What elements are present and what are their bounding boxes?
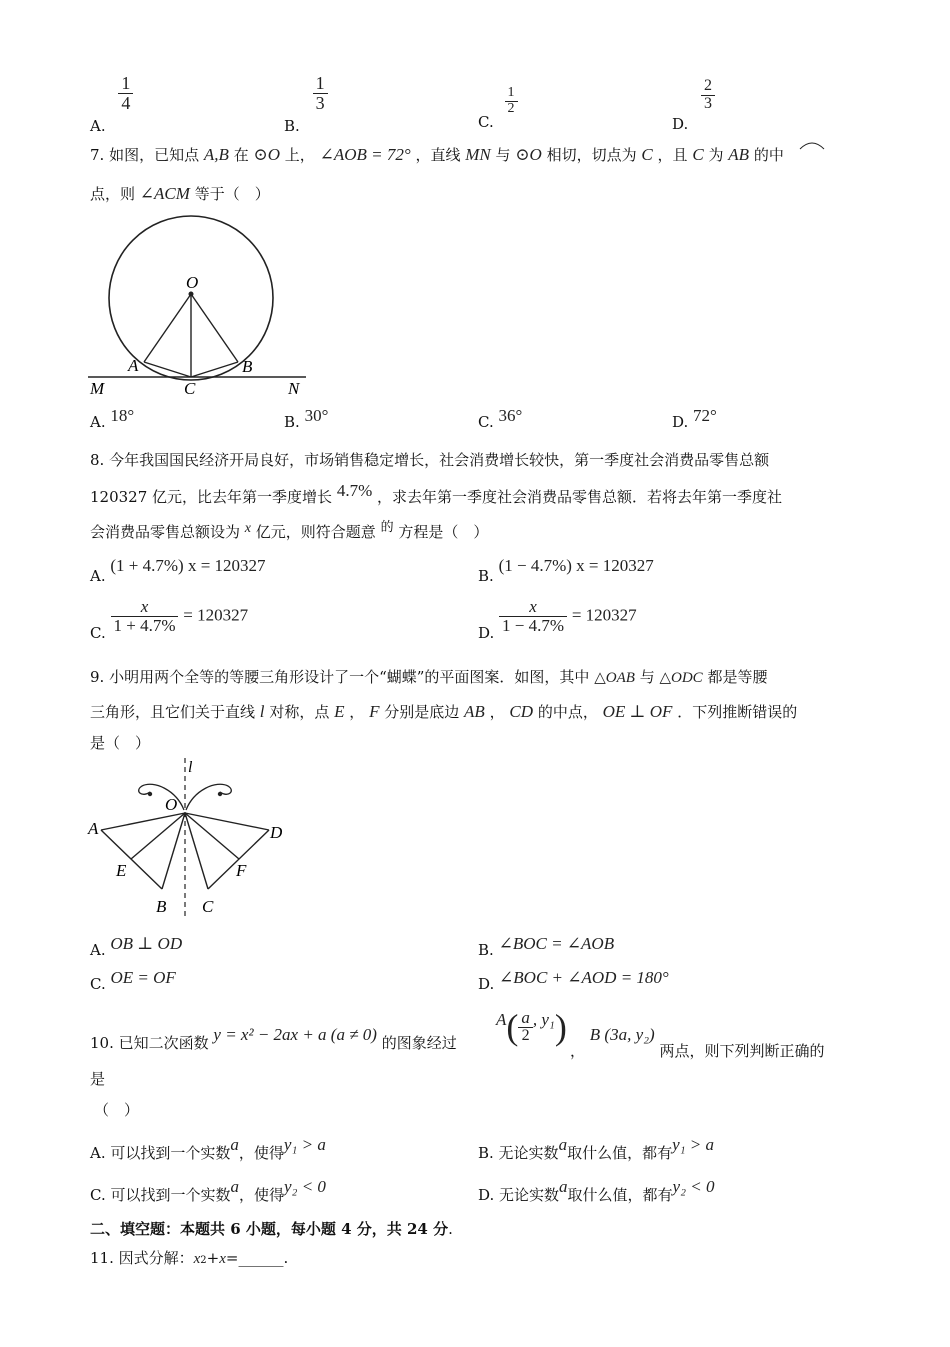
option-label: C. <box>478 113 494 132</box>
segment-oe <box>131 813 185 859</box>
q11-stem: 11. 因式分解：x2+x=______. <box>90 1249 289 1267</box>
q10-stem-line1: 10. 已知二次函数 y = x² − 2ax + a (a ≠ 0) 的图象经过 <box>90 1025 457 1052</box>
label-d: D <box>270 823 283 842</box>
label-b: B <box>156 897 167 916</box>
label-c: C <box>184 379 196 398</box>
arc-mark <box>798 140 826 150</box>
q7-option-d: D. 72° <box>672 406 717 431</box>
q8-option-d: D. $\frac{x}{1 - 4.7\%}$ = 120327 <box>478 597 637 643</box>
label-o: O <box>186 273 199 292</box>
q7-circle-tangent-figure <box>84 214 314 400</box>
antenna-left-dot <box>148 792 152 796</box>
q9-stem-line1: 9. 小明用两个全等的等腰三角形设计了一个“蝴蝶”的平面图案．如图，其中 △OAB 与 △ODC 都是等腰 <box>90 668 768 686</box>
segment-ob <box>162 813 185 889</box>
label-m: M <box>90 379 105 398</box>
q8-option-c: C. $\frac{x}{1 + 4.7\%}$ = 120327 <box>90 597 249 643</box>
q8-option-a: A. (1 + 4.7%) x = 120327 <box>90 556 266 585</box>
q9-option-d: D. ∠BOC + ∠AOD = 180° <box>478 968 669 993</box>
fraction: $\frac{1}{3}$ <box>313 74 328 113</box>
label-e: E <box>116 861 127 880</box>
fraction: $\frac{1}{2}$ <box>505 86 518 116</box>
fraction: $\frac{a}{2}$ <box>518 1009 533 1045</box>
segment-od <box>185 813 269 830</box>
q9-stem-line2: 三角形，且它们关于直线 l 对称，点 E ， F 分别是底边 AB ， CD 的中点， OE ⊥ OF ．下列推断错误的 <box>90 702 798 721</box>
q7-option-b: B. 30° <box>284 406 329 431</box>
q7-stem-line2: 点，则 ∠ACM 等于（ ） <box>90 184 270 203</box>
q8-stem-line2: 120327 亿元，比去年第一季度增长 4.7% ，求去年第一季度社会消费品零售总额．若将去年第一季度社 <box>90 481 783 506</box>
q8-stem-line1: 8. 今年我国国民经济开局良好，市场销售稳定增长，社会消费增长较快，第一季度社会消费品零售总额 <box>90 451 770 469</box>
segment-ob <box>191 294 238 362</box>
label-b: B <box>242 357 253 376</box>
antenna-right-dot <box>218 792 222 796</box>
q10-option-d: D. 无论实数a取什么值，都有y₂ < 0 <box>478 1177 715 1204</box>
label-a: A <box>88 819 99 838</box>
fraction: $\frac{x}{1 + 4.7\%}$ <box>111 598 179 635</box>
option-label: D. <box>672 115 689 134</box>
q9-option-c: C. OE = OF <box>90 968 176 993</box>
q6-option-d <box>672 77 715 134</box>
q10-option-a: A. 可以找到一个实数a，使得y₁ > a <box>90 1135 326 1162</box>
antenna-right <box>186 784 231 810</box>
q6-option-a <box>90 73 133 136</box>
q6-option-b <box>284 73 328 136</box>
q10-point-a: A( $\frac{a}{2}$ , y₁) <box>496 1007 567 1047</box>
q9-stem-line3: 是（ ） <box>90 734 151 752</box>
option-label: B. <box>284 117 300 136</box>
label-l: l <box>188 759 193 776</box>
q10-stem-line2: 是 <box>90 1070 106 1088</box>
q9-butterfly-figure <box>84 758 294 923</box>
label-c: C <box>202 897 214 916</box>
segment-oa <box>101 813 185 830</box>
q8-stem-line3: 会消费品零售总额设为 x 亿元，则符合题意 的 方程是（ ） <box>90 520 489 541</box>
q6-option-c <box>478 85 518 132</box>
q9-option-a: A. OB ⊥ OD <box>90 934 183 959</box>
segment-ab <box>101 830 162 889</box>
q10-option-c: C. 可以找到一个实数a，使得y₂ < 0 <box>90 1177 326 1204</box>
q7-option-a: A. 18° <box>90 406 135 431</box>
label-o: O <box>165 795 178 814</box>
q7-stem-line1: 7. 如图，已知点 A,B 在 ⊙O 上， ∠AOB = 72° ，直线 MN 与 ⊙O 相切，切点为 C ，且 C 为 AB 的中 <box>90 145 784 164</box>
center-point <box>189 292 194 297</box>
answer-blank[interactable]: ______ <box>238 1249 284 1267</box>
segment-oa <box>144 294 191 362</box>
segment-dc <box>208 830 269 889</box>
fraction: $\frac{1}{4}$ <box>118 74 133 113</box>
q8-option-b: B. (1 − 4.7%) x = 120327 <box>478 556 654 585</box>
fraction: $\frac{x}{1 - 4.7\%}$ <box>499 598 567 635</box>
q9-option-b: B. ∠BOC = ∠AOB <box>478 934 615 959</box>
q10-stem-line3: （ ） <box>94 1101 140 1119</box>
segment-oc <box>185 813 208 889</box>
arc-ab: AB <box>728 145 750 164</box>
section-heading: 二、填空题：本题共 6 小题，每小题 4 分，共 24 分. <box>90 1220 453 1238</box>
label-a: A <box>128 356 139 375</box>
q10-stem-line1-end: ， B (3a, y₂) 两点，则下列判断正确的 <box>570 1025 825 1060</box>
label-n: N <box>288 379 300 398</box>
q7-option-c: C. 36° <box>478 406 523 431</box>
option-label: A. <box>90 117 106 136</box>
fraction: $\frac{2}{3}$ <box>701 78 715 113</box>
q10-option-b: B. 无论实数a取什么值，都有y₁ > a <box>478 1135 715 1162</box>
label-f: F <box>236 861 247 880</box>
segment-of <box>185 813 239 859</box>
